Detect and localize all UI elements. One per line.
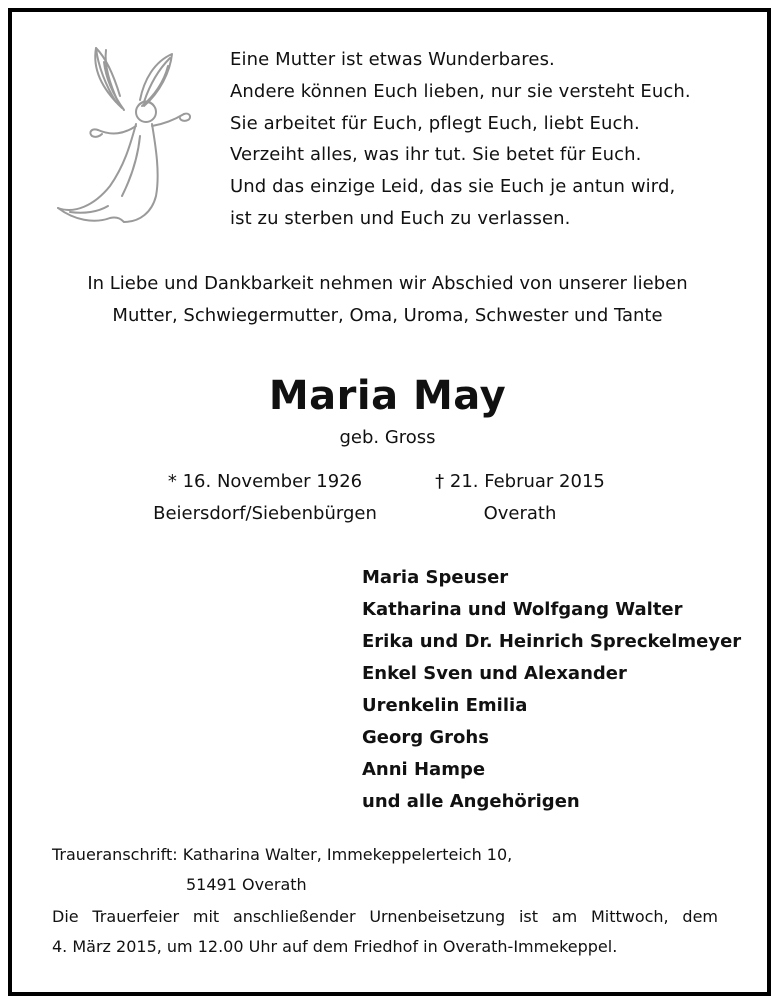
birth-date: * 16. November 1926: [167, 471, 363, 492]
mourner: Erika und Dr. Heinrich Spreckelmeyer: [362, 631, 742, 652]
mourner: Katharina und Wolfgang Walter: [362, 599, 683, 620]
ceremony-info: [52, 902, 718, 962]
poem: [230, 44, 750, 235]
angel-icon: [44, 36, 204, 236]
poem-line: ist zu sterben und Euch zu verlassen.: [230, 207, 571, 229]
poem-line: Verzeiht alles, was ihr tut. Sie betet für Euch.: [230, 144, 642, 166]
mourner: Enkel Sven und Alexander: [362, 663, 627, 684]
mourner: Georg Grohs: [362, 727, 489, 748]
ceremony-line: Die Trauerfeier mit anschließender Urnenbeisetzung ist am Mittwoch, dem: [52, 907, 718, 926]
mourner: Anni Hampe: [362, 759, 486, 780]
mourner: Urenkelin Emilia: [362, 695, 528, 716]
mourners-list: [362, 562, 762, 818]
poem-line: Andere können Euch lieben, nur sie versteht Euch.: [230, 80, 691, 102]
death-date: † 21. Februar 2015: [435, 471, 605, 492]
poem-line: Sie arbeitet für Euch, pflegt Euch, liebt Euch.: [230, 112, 640, 134]
death-place: Overath: [483, 503, 557, 524]
birth-place: Beiersdorf/Siebenbürgen: [153, 503, 377, 524]
farewell-intro: [0, 268, 775, 332]
ceremony-line: 4. März 2015, um 12.00 Uhr auf dem Friedhof in Overath-Immekeppel.: [52, 937, 618, 956]
mourner: und alle Angehörigen: [362, 791, 580, 812]
intro-line: In Liebe und Dankbarkeit nehmen wir Abschied von unserer lieben: [87, 273, 688, 294]
mourner: Maria Speuser: [362, 567, 509, 588]
death-info: [400, 466, 640, 530]
poem-line: Eine Mutter ist etwas Wunderbares.: [230, 49, 555, 70]
maiden-name: geb. Gross: [339, 427, 436, 448]
mourning-address: [52, 840, 512, 900]
address-city: 51491 Overath: [186, 875, 307, 894]
intro-line: Mutter, Schwiegermutter, Oma, Uroma, Schwester und Tante: [112, 305, 663, 326]
birth-info: [130, 466, 400, 530]
poem-line: Und das einzige Leid, das sie Euch je antun wird,: [230, 176, 676, 198]
deceased-name: Maria May: [268, 373, 507, 419]
address-line: Traueranschrift: Katharina Walter, Immekeppelerteich 10,: [52, 845, 513, 864]
